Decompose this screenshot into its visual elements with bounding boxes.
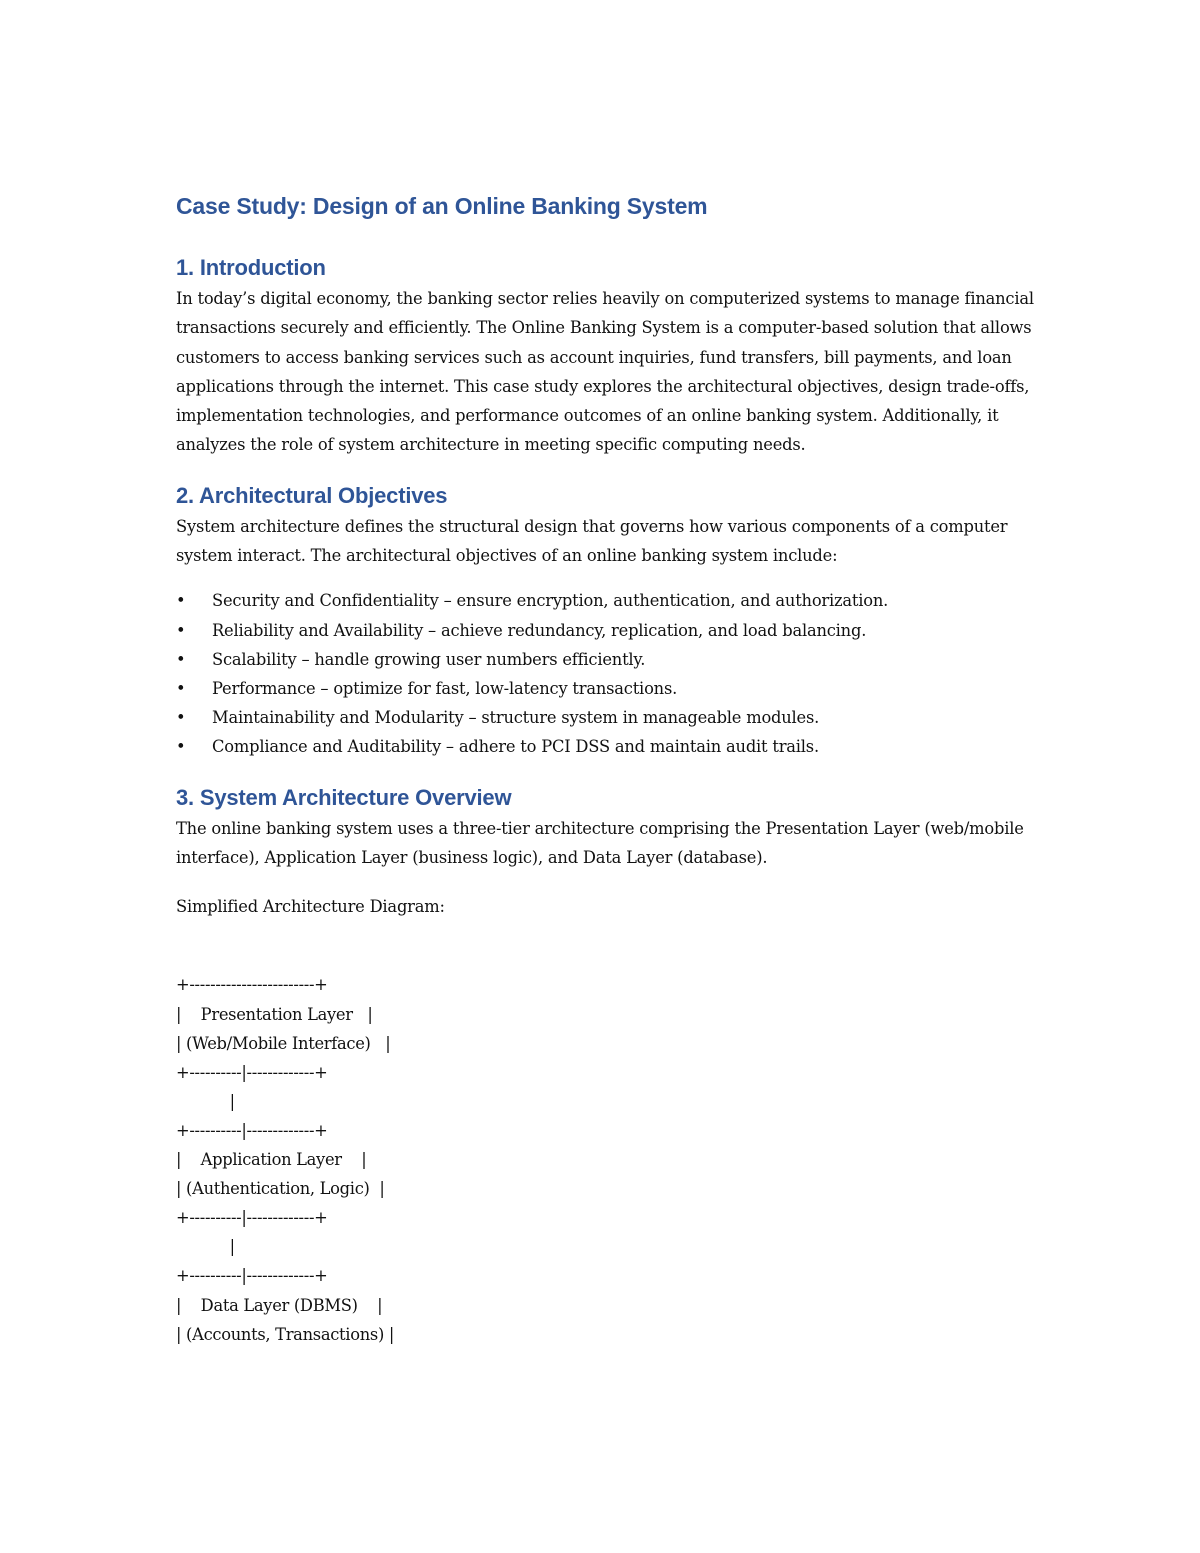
list-item xyxy=(176,674,1036,703)
bullet-icon: • xyxy=(176,591,186,611)
section-heading-introduction: 1. Introduction xyxy=(176,255,326,280)
list-item-text: Performance – optimize for fast, low-latency transactions. xyxy=(212,678,678,698)
bullet-icon: • xyxy=(176,708,186,728)
document-title: Case Study: Design of an Online Banking System xyxy=(176,193,708,219)
bullet-icon: • xyxy=(176,678,186,698)
list-item-text: Scalability – handle growing user numbers efficiently. xyxy=(212,649,646,669)
list-item-text: Compliance and Auditability – adhere to PCI DSS and maintain audit trails. xyxy=(212,737,819,757)
list-item xyxy=(176,586,1036,615)
list-item xyxy=(176,645,1036,674)
document-page xyxy=(176,190,1036,1349)
section-heading-architectural-objectives: 2. Architectural Objectives xyxy=(176,482,448,508)
objectives-list xyxy=(176,586,1036,761)
objectives-paragraph: System architecture defines the structural design that governs how various components of a computer system interact. The architectural objectives of an online banking system include: xyxy=(176,516,1008,566)
ascii-architecture-diagram: +------------------------+ | Presentation Layer | | (Web/Mobile Interface) | +----------|-------------+ | +----------|-------------+ | Application Layer | | (Authentication, Logic) | +----------|-------------+ | +----------|-------------+ | Data Layer (DBMS) | | (Accounts, Transactions) | xyxy=(176,975,395,1344)
list-item-text: Reliability and Availability – achieve redundancy, replication, and load balancing. xyxy=(212,620,867,640)
list-item xyxy=(176,703,1036,732)
list-item xyxy=(176,732,1036,761)
bullet-icon: • xyxy=(176,649,186,669)
list-item xyxy=(176,616,1036,645)
section-heading-system-architecture: 3. System Architecture Overview xyxy=(176,784,512,810)
introduction-paragraph: In today’s digital economy, the banking sector relies heavily on computerized systems to manage financial transactions securely and efficiently. The Online Banking System is a computer-based solution that allows customers to access banking services such as account inquiries, fund transfers, bill payments, and loan applications through the internet. This case study explores the architectural objectives, design trade-offs, implementation technologies, and performance outcomes of an online banking system. Additionally, it analyzes the role of system architecture in meeting specific computing needs. xyxy=(176,289,1034,455)
diagram-label: Simplified Architecture Diagram: xyxy=(176,897,445,917)
list-item-text: Security and Confidentiality – ensure encryption, authentication, and authorization. xyxy=(212,591,889,611)
list-item-text: Maintainability and Modularity – structure system in manageable modules. xyxy=(212,708,820,728)
bullet-icon: • xyxy=(176,620,186,640)
bullet-icon: • xyxy=(176,737,186,757)
architecture-paragraph: The online banking system uses a three-tier architecture comprising the Presentation Layer (web/mobile interface), Application Layer (business logic), and Data Layer (database). xyxy=(176,818,1024,867)
